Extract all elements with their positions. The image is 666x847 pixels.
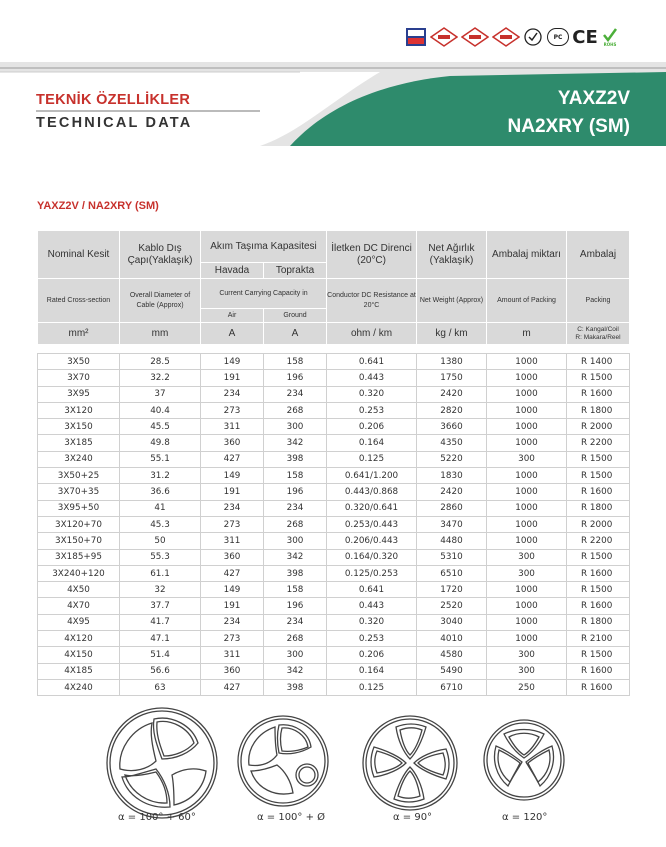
table-cell: 0.164 xyxy=(327,435,417,451)
table-cell: R 1600 xyxy=(567,679,630,695)
table-cell: R 2100 xyxy=(567,631,630,647)
table-cell: 5490 xyxy=(417,663,487,679)
table-cell: 2860 xyxy=(417,500,487,516)
table-cell: 55.3 xyxy=(120,549,201,565)
table-cell: 300 xyxy=(487,565,567,581)
table-row xyxy=(38,419,630,435)
unit-packing: C: Kangal/Coil R: Makara/Reel xyxy=(567,323,630,345)
table-cell: 1000 xyxy=(487,354,567,370)
table-cell: 234 xyxy=(264,500,327,516)
cable-cross-section-4-core-icon xyxy=(363,716,457,810)
table-cell: 1000 xyxy=(487,435,567,451)
header-ground-tr: Toprakta xyxy=(264,263,327,279)
table-cell: 300 xyxy=(487,647,567,663)
table-row xyxy=(38,631,630,647)
table-cell: 2820 xyxy=(417,402,487,418)
table-cell: R 1500 xyxy=(567,582,630,598)
technical-data-table xyxy=(37,230,630,696)
header-weight-tr: Net Ağırlık (Yaklaşık) xyxy=(417,231,487,279)
table-cell: 0.641/1.200 xyxy=(327,468,417,484)
unit-diameter: mm xyxy=(120,323,201,345)
table-row xyxy=(38,565,630,581)
table-cell: 55.1 xyxy=(120,451,201,467)
table-cell: 41.7 xyxy=(120,614,201,630)
table-cell: 4X50 xyxy=(38,582,120,598)
table-cell: 37.7 xyxy=(120,598,201,614)
table-cell: 196 xyxy=(264,484,327,500)
table-row xyxy=(38,370,630,386)
table-cell: 398 xyxy=(264,451,327,467)
diamond-cert-icon xyxy=(492,27,520,47)
table-cell: 3X50+25 xyxy=(38,468,120,484)
table-cell: 268 xyxy=(264,631,327,647)
header-diameter-en: Overall Diameter of Cable (Approx) xyxy=(120,279,201,323)
diagram-label-2: α = 100° + Ø xyxy=(257,812,326,823)
table-cell: 0.125/0.253 xyxy=(327,565,417,581)
table-cell: R 1600 xyxy=(567,565,630,581)
table-cell: 61.1 xyxy=(120,565,201,581)
table-cell: 3X70 xyxy=(38,370,120,386)
table-cell: 41 xyxy=(120,500,201,516)
table-row xyxy=(38,402,630,418)
header-packing-en: Packing xyxy=(567,279,630,323)
header-section-en: Rated Cross-section xyxy=(38,279,120,323)
table-cell: 28.5 xyxy=(120,354,201,370)
header-packing-amount-en: Amount of Packing xyxy=(487,279,567,323)
table-cell: 0.125 xyxy=(327,451,417,467)
table-cell: 0.206/0.443 xyxy=(327,533,417,549)
table-cell: 3X240+120 xyxy=(38,565,120,581)
cable-cross-section-3-core-icon xyxy=(484,720,564,800)
table-cell: 427 xyxy=(201,565,264,581)
table-cell: 427 xyxy=(201,451,264,467)
table-cell: 1000 xyxy=(487,468,567,484)
table-cell: 196 xyxy=(264,598,327,614)
table-row xyxy=(38,679,630,695)
table-cell: 1380 xyxy=(417,354,487,370)
table-cell: 342 xyxy=(264,435,327,451)
table-cell: R 1500 xyxy=(567,549,630,565)
table-cell: 0.206 xyxy=(327,647,417,663)
table-cell: R 1800 xyxy=(567,402,630,418)
table-cell: 0.443/0.868 xyxy=(327,484,417,500)
table-cell: 1000 xyxy=(487,500,567,516)
table-cell: 3660 xyxy=(417,419,487,435)
table-cell: 3X150 xyxy=(38,419,120,435)
table-cell: 300 xyxy=(487,451,567,467)
table-cell: 1000 xyxy=(487,370,567,386)
table-cell: 32.2 xyxy=(120,370,201,386)
table-subtitle: YAXZ2V / NA2XRY (SM) xyxy=(37,200,159,212)
diamond-cert-icon xyxy=(461,27,489,47)
table-cell: 45.5 xyxy=(120,419,201,435)
table-row xyxy=(38,663,630,679)
table-cell: 1000 xyxy=(487,631,567,647)
table-cell: R 1800 xyxy=(567,614,630,630)
section-title-tr: TEKNİK ÖZELLİKLER xyxy=(36,92,191,108)
table-cell: 234 xyxy=(264,614,327,630)
diamond-cert-icon xyxy=(430,27,458,47)
table-cell: 56.6 xyxy=(120,663,201,679)
globe-cert-icon xyxy=(523,27,543,47)
table-cell: 50 xyxy=(120,533,201,549)
table-cell: 0.253 xyxy=(327,402,417,418)
table-cell: 1000 xyxy=(487,582,567,598)
table-row xyxy=(38,647,630,663)
table-cell: 5220 xyxy=(417,451,487,467)
table-cell: 342 xyxy=(264,663,327,679)
table-cell: 3X240 xyxy=(38,451,120,467)
table-cell: 4580 xyxy=(417,647,487,663)
table-cell: 0.320 xyxy=(327,386,417,402)
table-cell: 1000 xyxy=(487,419,567,435)
table-row xyxy=(38,484,630,500)
table-cell: 234 xyxy=(201,386,264,402)
ce-mark-icon: CE xyxy=(572,26,598,48)
table-cell: 191 xyxy=(201,370,264,386)
table-cell: 1000 xyxy=(487,598,567,614)
model-name-primary: YAXZ2V xyxy=(557,88,630,109)
table-cell: 360 xyxy=(201,549,264,565)
table-cell: 0.443 xyxy=(327,598,417,614)
table-cell: 4X240 xyxy=(38,679,120,695)
table-cell: 4X150 xyxy=(38,647,120,663)
table-cell: 3X120 xyxy=(38,402,120,418)
table-cell: R 1600 xyxy=(567,663,630,679)
table-cell: 6510 xyxy=(417,565,487,581)
table-cell: 360 xyxy=(201,435,264,451)
table-cell: 51.4 xyxy=(120,647,201,663)
table-cell: 37 xyxy=(120,386,201,402)
table-cell: 1000 xyxy=(487,484,567,500)
unit-section: mm² xyxy=(38,323,120,345)
table-cell: 0.443 xyxy=(327,370,417,386)
tse-badge-icon xyxy=(405,27,427,47)
table-cell: 0.164 xyxy=(327,663,417,679)
table-cell: 36.6 xyxy=(120,484,201,500)
table-cell: 234 xyxy=(264,386,327,402)
table-cell: R 2000 xyxy=(567,419,630,435)
table-row xyxy=(38,435,630,451)
table-cell: 1720 xyxy=(417,582,487,598)
table-cell: 268 xyxy=(264,402,327,418)
section-title-en: TECHNICAL DATA xyxy=(36,115,193,131)
table-cell: 49.8 xyxy=(120,435,201,451)
table-cell: 311 xyxy=(201,419,264,435)
table-cell: 268 xyxy=(264,516,327,532)
table-cell: 40.4 xyxy=(120,402,201,418)
diagram-label-4: α = 120° xyxy=(502,812,548,823)
unit-packing-amount: m xyxy=(487,323,567,345)
table-cell: R 1500 xyxy=(567,468,630,484)
table-row xyxy=(38,598,630,614)
table-cell: 4350 xyxy=(417,435,487,451)
table-cell: 2520 xyxy=(417,598,487,614)
header-air-en: Air xyxy=(201,309,264,323)
table-cell: 300 xyxy=(264,419,327,435)
table-cell: 0.253 xyxy=(327,631,417,647)
table-cell: 250 xyxy=(487,679,567,695)
header-current-tr: Akım Taşıma Kapasitesi xyxy=(201,231,327,263)
header-ground-en: Ground xyxy=(264,309,327,323)
table-cell: 5310 xyxy=(417,549,487,565)
table-cell: 6710 xyxy=(417,679,487,695)
table-cell: 47.1 xyxy=(120,631,201,647)
table-cell: 3X95+50 xyxy=(38,500,120,516)
table-cell: 311 xyxy=(201,647,264,663)
header-resistance-en: Conductor DC Resistance at 20°C xyxy=(327,279,417,323)
table-cell: 1000 xyxy=(487,614,567,630)
table-cell: R 1600 xyxy=(567,598,630,614)
table-cell: 300 xyxy=(264,647,327,663)
table-cell: 1750 xyxy=(417,370,487,386)
table-cell: 0.206 xyxy=(327,419,417,435)
table-cell: 342 xyxy=(264,549,327,565)
table-cell: 4X185 xyxy=(38,663,120,679)
table-cell: 398 xyxy=(264,679,327,695)
table-cell: 3X185+95 xyxy=(38,549,120,565)
table-cell: 427 xyxy=(201,679,264,695)
table-cell: R 1500 xyxy=(567,370,630,386)
table-cell: 4X70 xyxy=(38,598,120,614)
table-cell: 300 xyxy=(487,549,567,565)
table-cell: R 1500 xyxy=(567,647,630,663)
table-cell: 31.2 xyxy=(120,468,201,484)
header-section-tr: Nominal Kesit xyxy=(38,231,120,279)
table-cell: 32 xyxy=(120,582,201,598)
header-weight-en: Net Weight (Approx) xyxy=(417,279,487,323)
table-body xyxy=(38,345,630,696)
header-packing-tr: Ambalaj xyxy=(567,231,630,279)
table-cell: 3040 xyxy=(417,614,487,630)
table-cell: 4480 xyxy=(417,533,487,549)
table-cell: 2420 xyxy=(417,386,487,402)
table-cell: 149 xyxy=(201,582,264,598)
table-row xyxy=(38,468,630,484)
table-cell: 1000 xyxy=(487,386,567,402)
table-cell: 1000 xyxy=(487,533,567,549)
table-cell: 3X50 xyxy=(38,354,120,370)
table-cell: 3X95 xyxy=(38,386,120,402)
table-cell: 311 xyxy=(201,533,264,549)
table-row xyxy=(38,386,630,402)
certification-badges xyxy=(405,27,620,47)
table-cell: 158 xyxy=(264,354,327,370)
diagram-label-3: α = 90° xyxy=(393,812,433,823)
cable-cross-section-3-plus-sector-icon xyxy=(107,708,217,818)
table-row xyxy=(38,354,630,370)
table-cell: 0.641 xyxy=(327,354,417,370)
table-cell: 0.164/0.320 xyxy=(327,549,417,565)
table-cell: 0.320 xyxy=(327,614,417,630)
table-cell: 0.125 xyxy=(327,679,417,695)
table-cell: 3470 xyxy=(417,516,487,532)
header-diameter-tr: Kablo Dış Çapı(Yaklaşık) xyxy=(120,231,201,279)
header-resistance-tr: İletken DC Direnci (20°C) xyxy=(327,231,417,279)
table-cell: 0.320/0.641 xyxy=(327,500,417,516)
table-cell: 398 xyxy=(264,565,327,581)
table-cell: 158 xyxy=(264,582,327,598)
cable-cross-section-3-plus-round-icon xyxy=(238,716,328,806)
table-cell: 4X120 xyxy=(38,631,120,647)
table-cell: 0.253/0.443 xyxy=(327,516,417,532)
table-cell: 273 xyxy=(201,516,264,532)
rohs-check-icon: ROHS xyxy=(600,27,620,47)
table-cell: 4010 xyxy=(417,631,487,647)
table-cell: R 1500 xyxy=(567,451,630,467)
table-cell: 273 xyxy=(201,631,264,647)
table-cell: 300 xyxy=(264,533,327,549)
model-name-secondary: NA2XRY (SM) xyxy=(507,116,630,137)
table-row xyxy=(38,451,630,467)
table-cell: R 2200 xyxy=(567,435,630,451)
table-cell: R 2200 xyxy=(567,533,630,549)
header-current-en: Current Carrying Capacity in xyxy=(201,279,327,309)
table-cell: R 1600 xyxy=(567,484,630,500)
table-cell: 45.3 xyxy=(120,516,201,532)
table-cell: 158 xyxy=(264,468,327,484)
table-cell: 3X150+70 xyxy=(38,533,120,549)
unit-ground: A xyxy=(264,323,327,345)
table-cell: 1000 xyxy=(487,516,567,532)
table-cell: 3X120+70 xyxy=(38,516,120,532)
table-cell: 234 xyxy=(201,614,264,630)
table-row xyxy=(38,614,630,630)
table-cell: 196 xyxy=(264,370,327,386)
table-cell: 360 xyxy=(201,663,264,679)
pc-cert-icon: PC xyxy=(546,27,570,47)
table-cell: R 2000 xyxy=(567,516,630,532)
table-cell: R 1400 xyxy=(567,354,630,370)
table-cell: 191 xyxy=(201,484,264,500)
table-cell: 63 xyxy=(120,679,201,695)
table-cell: 149 xyxy=(201,354,264,370)
table-row xyxy=(38,516,630,532)
table-row xyxy=(38,549,630,565)
table-cell: 149 xyxy=(201,468,264,484)
table-cell: 3X70+35 xyxy=(38,484,120,500)
table-cell: 2420 xyxy=(417,484,487,500)
table-cell: 191 xyxy=(201,598,264,614)
diagram-label-1: α = 100° + 60° xyxy=(118,812,196,823)
cable-diagrams xyxy=(0,700,666,840)
table-cell: 0.641 xyxy=(327,582,417,598)
header-air-tr: Havada xyxy=(201,263,264,279)
unit-resistance: ohm / km xyxy=(327,323,417,345)
table-cell: 234 xyxy=(201,500,264,516)
table-row xyxy=(38,500,630,516)
table-cell: R 1800 xyxy=(567,500,630,516)
unit-air: A xyxy=(201,323,264,345)
table-cell: 1830 xyxy=(417,468,487,484)
table-cell: 4X95 xyxy=(38,614,120,630)
table-row xyxy=(38,582,630,598)
header-packing-amount-tr: Ambalaj miktarı xyxy=(487,231,567,279)
table-cell: R 1600 xyxy=(567,386,630,402)
unit-weight: kg / km xyxy=(417,323,487,345)
table-cell: 273 xyxy=(201,402,264,418)
table-cell: 3X185 xyxy=(38,435,120,451)
table-row xyxy=(38,533,630,549)
table-cell: 1000 xyxy=(487,402,567,418)
table-cell: 300 xyxy=(487,663,567,679)
